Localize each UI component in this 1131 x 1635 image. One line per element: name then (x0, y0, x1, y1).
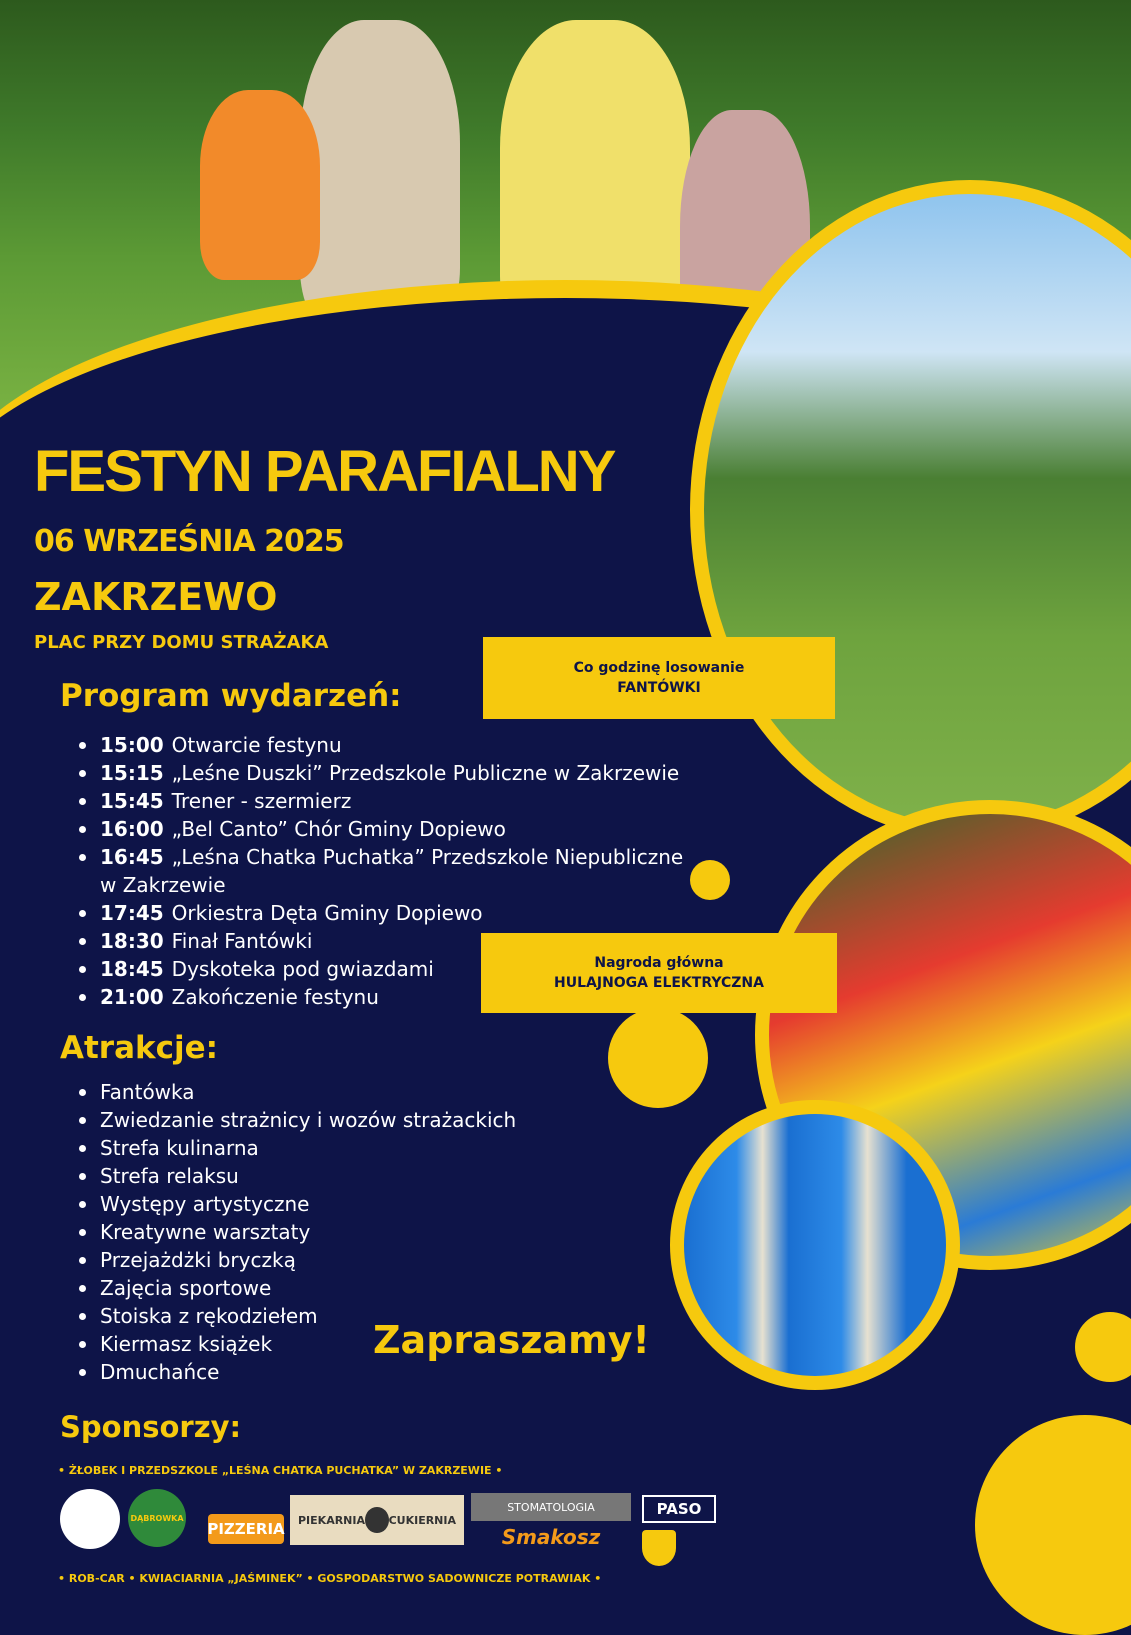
program-item: 15:15 „Leśne Duszki” Przedszkole Publiczne w Zakrzewie (60, 759, 700, 787)
event-date: 06 WRZEŚNIA 2025 (34, 524, 344, 559)
attraction-item: Zajęcia sportowe (60, 1274, 620, 1302)
invitation-text: Zapraszamy! (373, 1318, 650, 1362)
decor-dot (608, 1008, 708, 1108)
attraction-item: Dmuchańce (60, 1358, 620, 1386)
piekarnia-cukiernia-logo (290, 1495, 464, 1545)
program-item: 15:00 Otwarcie festynu (60, 731, 700, 759)
program-item: 15:45 Trener - szermierz (60, 787, 700, 815)
main-prize-box (481, 933, 837, 1013)
sponsors-line-top: • ŻŁOBEK I PRZEDSZKOLE „LEŚNA CHATKA PUCHATKA” W ZAKRZEWIE • (58, 1464, 503, 1477)
attraction-item: Przejażdżki bryczką (60, 1246, 620, 1274)
piekarnia-label: PIEKARNIA (298, 1513, 365, 1527)
program-item: 18:30 Finał Fantówki (60, 927, 700, 955)
decor-dot (975, 1415, 1131, 1635)
cukiernia-label: CUKIERNIA (388, 1513, 456, 1527)
bakery-emblem-icon (365, 1507, 389, 1533)
raffle-info-line2: FANTÓWKI (617, 680, 701, 696)
man-figure (300, 20, 460, 330)
gmina-crest-icon (642, 1530, 676, 1566)
sponsors-heading: Sponsorzy: (60, 1410, 242, 1444)
raffle-info-box (483, 637, 835, 719)
raffle-info-line1: Co godzinę losowanie (573, 660, 745, 676)
attraction-item: Strefa relaksu (60, 1162, 620, 1190)
sponsors-line-bottom: • ROB-CAR • KWIACIARNIA „JAŚMINEK” • GOSPODARSTWO SADOWNICZE POTRAWIAK • (58, 1572, 602, 1585)
main-prize-line2: HULAJNOGA ELEKTRYCZNA (554, 975, 764, 991)
decor-dot (1075, 1312, 1131, 1382)
stomatologia-logo: STOMATOLOGIA (471, 1493, 631, 1521)
stained-glass-photo-circle (670, 1100, 960, 1390)
attraction-item: Kreatywne warsztaty (60, 1218, 620, 1246)
attractions-heading: Atrakcje: (60, 1030, 219, 1066)
attraction-item: Strefa kulinarna (60, 1134, 620, 1162)
attraction-item: Zwiedzanie strażnicy i wozów strażackich (60, 1106, 620, 1134)
paso-logo: PASO (642, 1495, 716, 1523)
program-item: 16:45 „Leśna Chatka Puchatka” Przedszkole Niepubliczne w Zakrzewie (60, 843, 700, 899)
child-figure (200, 90, 320, 280)
attraction-item: Stoiska z rękodziełem (60, 1302, 620, 1330)
attraction-item: Kiermasz książek (60, 1330, 620, 1358)
program-item: 21:00 Zakończenie festynu (60, 983, 700, 1011)
event-title: FESTYN PARAFIALNY (34, 439, 615, 504)
event-place: PLAC PRZY DOMU STRAŻAKA (34, 632, 329, 653)
pizzeria-logo: PIZZERIA (208, 1514, 284, 1544)
smakosz-logo: Smakosz (501, 1525, 601, 1549)
attraction-item: Występy artystyczne (60, 1190, 620, 1218)
event-town: ZAKRZEWO (34, 575, 278, 619)
program-item: 17:45 Orkiestra Dęta Gminy Dopiewo (60, 899, 700, 927)
program-item: 18:45 Dyskoteka pod gwiazdami (60, 955, 700, 983)
attraction-item: Fantówka (60, 1078, 620, 1106)
dabrowka-logo: DĄBROWKA (128, 1489, 186, 1547)
chatka-puchatka-logo (60, 1489, 120, 1549)
program-heading: Program wydarzeń: (60, 678, 402, 714)
main-prize-line1: Nagroda główna (594, 955, 724, 971)
program-item: 16:00 „Bel Canto” Chór Gminy Dopiewo (60, 815, 700, 843)
